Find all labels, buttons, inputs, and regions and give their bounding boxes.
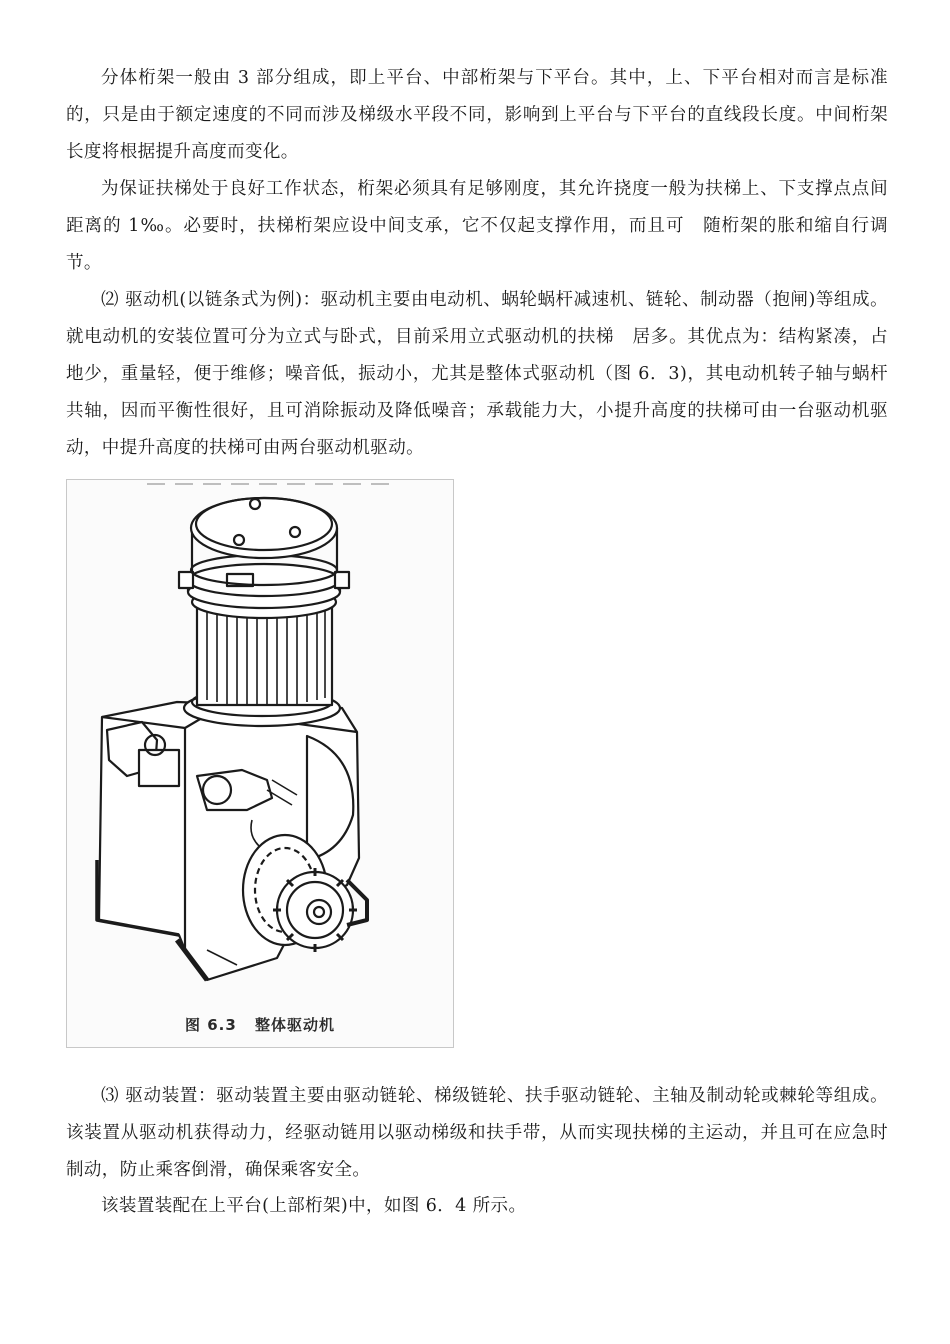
- drive-machine-illustration: [67, 480, 453, 1047]
- figure-integral-drive-machine: [66, 479, 454, 1048]
- figure-title: 整体驱动机: [255, 1016, 336, 1034]
- paragraph-drive-machine: ⑵ 驱动机(以链条式为例)：驱动机主要由电动机、蜗轮蜗杆减速机、链轮、制动器（抱闸)等组成。就电动机的安装位置可分为立式与卧式，目前采用立式驱动机的扶梯 居多。其优点为：结构紧凑，占地少，重量轻，便于维修；噪音低，振动小，尤其是整体式驱动机（图 6．3)，其电动机转子轴与蜗杆共轴，因而平衡性很好，且可消除振动及降低噪音；承载能力大，小提升高度的扶梯可由一台驱动机驱动，中提升高度的扶梯可由两台驱动机驱动。: [66, 290, 888, 458]
- paragraph-drive-device: ⑶ 驱动装置：驱动装置主要由驱动链轮、梯级链轮、扶手驱动链轮、主轴及制动轮或棘轮等组成。该装置从驱动机获得动力，经驱动链用以驱动梯级和扶手带，从而实现扶梯的主运动，并且可在应急时制动，防止乘客倒滑，确保乘客安全。: [66, 1086, 888, 1180]
- figure-caption: [67, 1014, 453, 1035]
- paragraph-truss-structure: 分体桁架一般由 3 部分组成，即上平台、中部桁架与下平台。其中，上、下平台相对而言是标准的，只是由于额定速度的不同而涉及梯级水平段不同，影响到上平台与下平台的直线段长度。中间桁架长度将根据提升高度而变化。: [66, 68, 888, 162]
- paragraph-truss-rigidity: 为保证扶梯处于良好工作状态，桁架必须具有足够刚度，其允许挠度一般为扶梯上、下支撑点点间距离的 1‰。必要时，扶梯桁架应设中间支承，它不仅起支撑作用，而且可 随桁架的胀和缩自行调节。: [66, 179, 888, 273]
- paragraph-drive-device-location: 该装置装配在上平台(上部桁架)中，如图 6．4 所示。: [101, 1196, 527, 1216]
- figure-number: 图 6.3: [184, 1016, 237, 1034]
